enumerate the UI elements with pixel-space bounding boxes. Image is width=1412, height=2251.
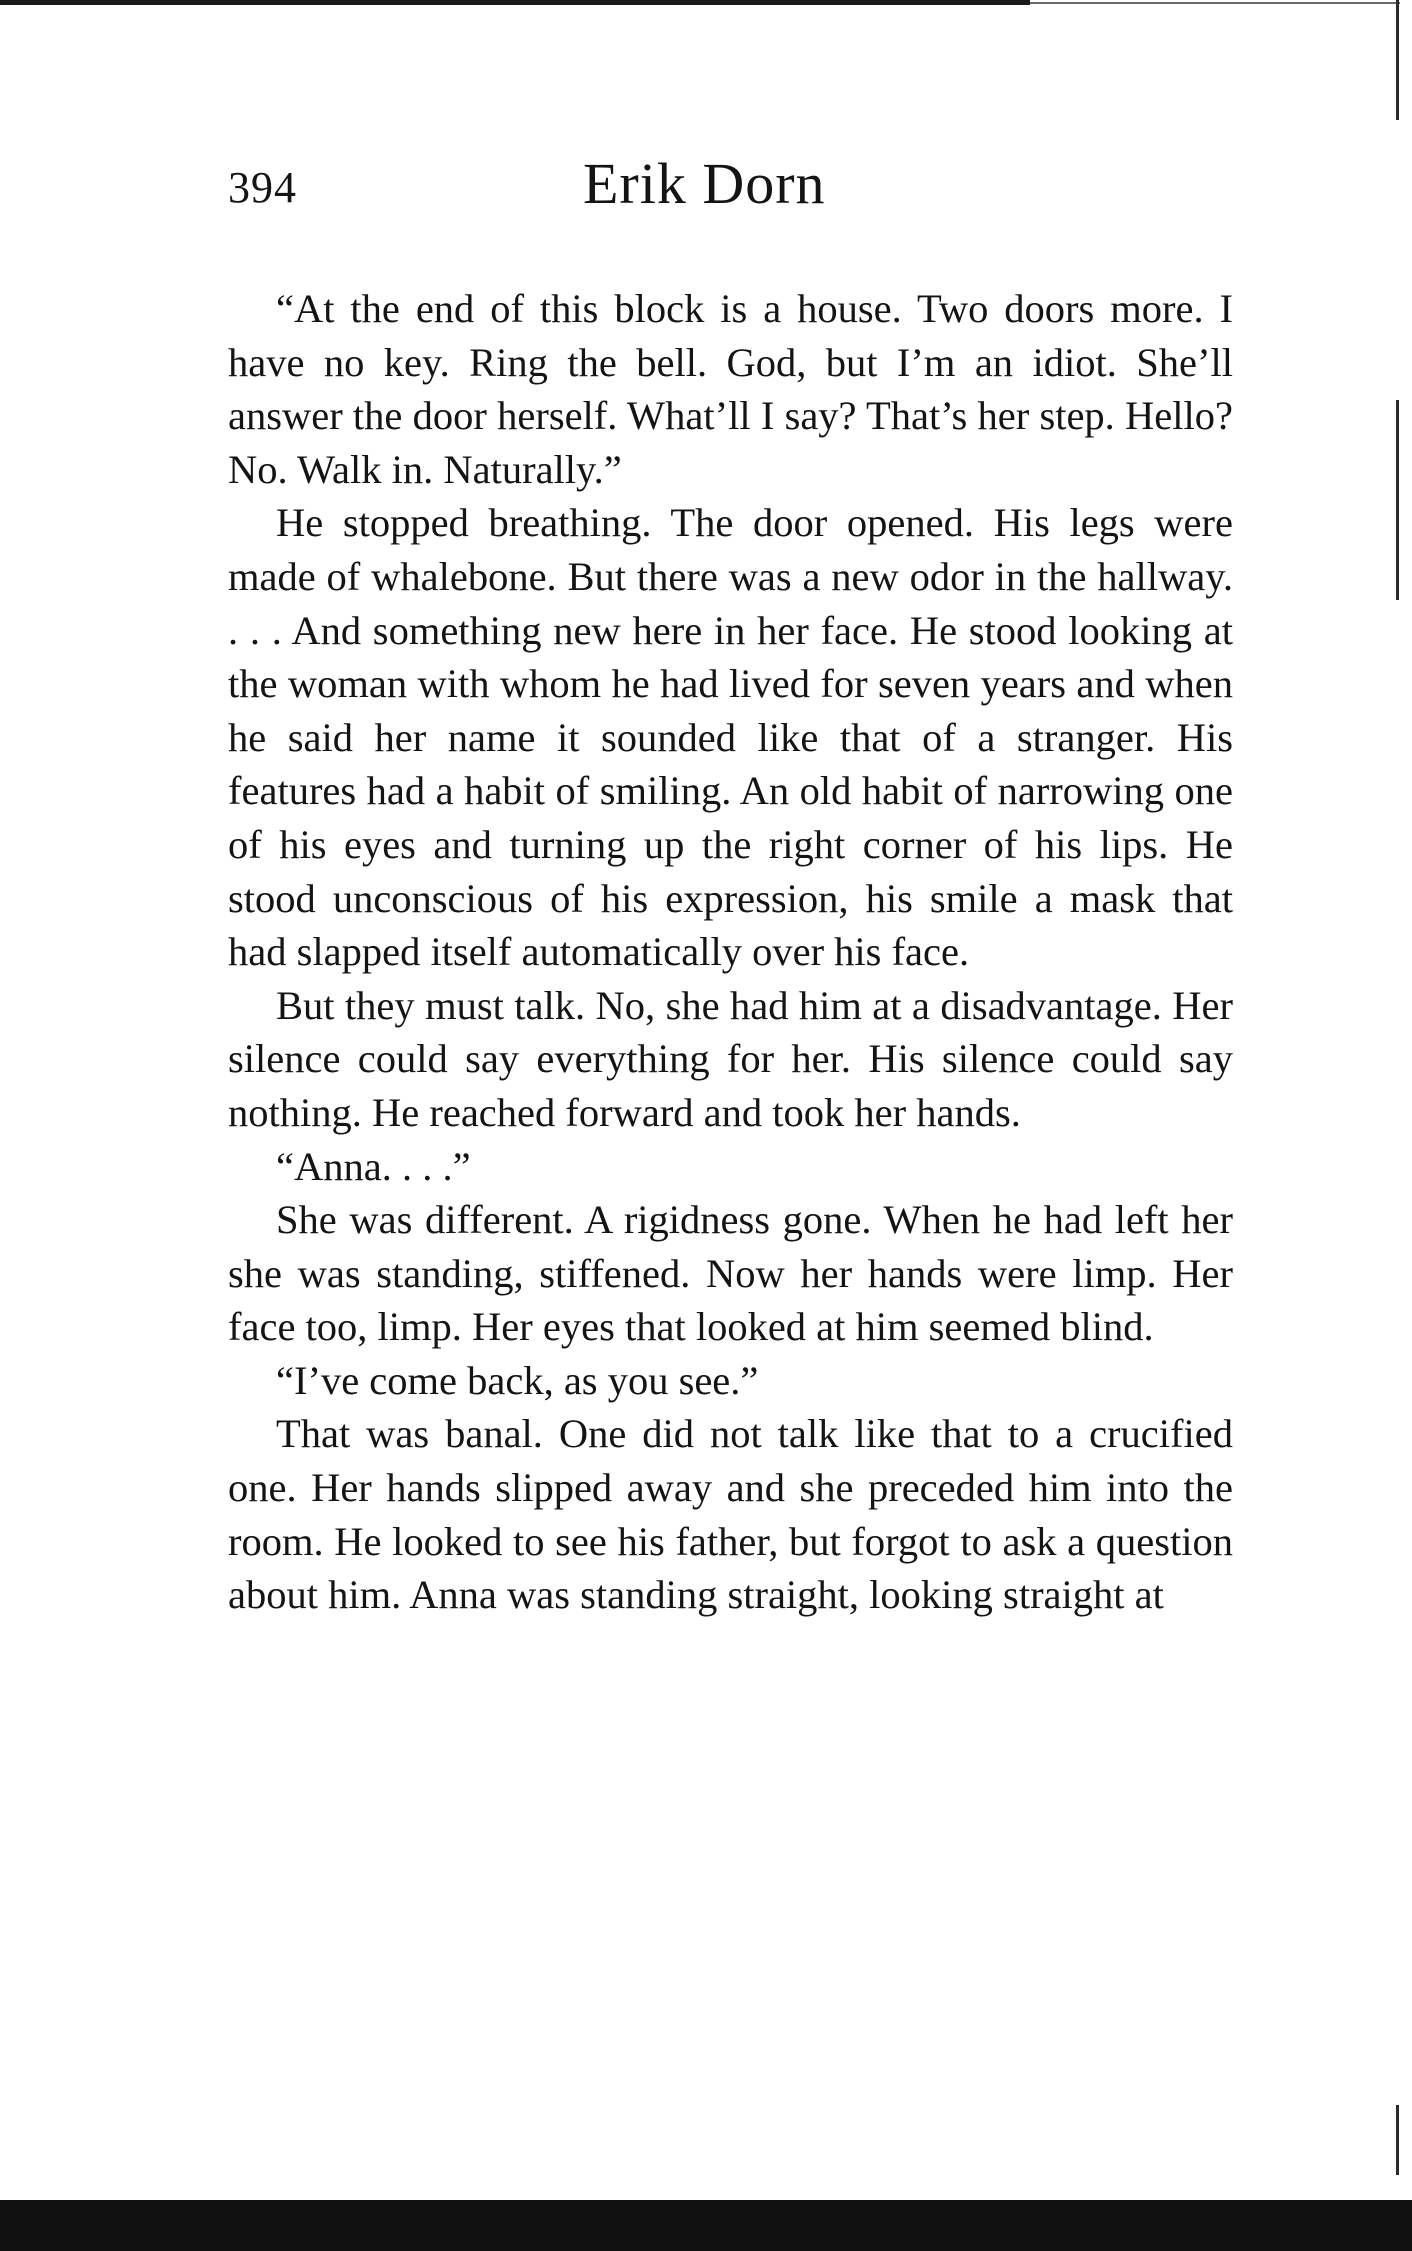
body-text [228, 282, 1233, 1622]
running-head [228, 150, 1233, 230]
book-page [228, 150, 1233, 1622]
scan-right-edge-middle [1396, 400, 1399, 600]
scan-top-edge [0, 0, 1030, 5]
scan-top-edge-thin [1030, 2, 1400, 4]
scan-right-edge-lower [1396, 2105, 1399, 2175]
paragraph-7: That was banal. One did not talk like that to a crucified one. Her hands slipped away and she preceded him into the room. He looked to see his father, but forgot to ask a question about him. Anna was standing straight, looking straight at [228, 1411, 1233, 1618]
book-title: Erik Dorn [583, 151, 826, 216]
scan-right-edge-upper [1396, 0, 1399, 120]
paragraph-4: “Anna. . . .” [276, 1143, 471, 1189]
paragraph-3: But they must talk. No, she had him at a disadvantage. Her silence could say everything for her. His silence could say nothing. He reached forward and took her hands. [228, 982, 1233, 1135]
page-number: 394 [228, 163, 297, 212]
paragraph-5: She was different. A rigidness gone. When he had left her she was standing, stiffened. Now her hands were limp. Her face too, limp. Her eyes that looked at him seemed blind. [228, 1197, 1233, 1350]
paragraph-1: “At the end of this block is a house. Two doors more. I have no key. Ring the bell. God, but I’m an idiot. She’ll answer the door herself. What’ll I say? That’s her step. Hello? No. Walk in. Naturally.” [228, 286, 1233, 492]
paragraph-2: He stopped breathing. The door opened. His legs were made of whalebone. But there was a new odor in the hallway. . . . And something new here in her face. He stood looking at the woman with whom he had lived for seven years and when he said her name it sounded like that of a stranger. His features had a habit of smiling. An old habit of narrowing one of his eyes and turning up the right corner of his lips. He stood unconscious of his expression, his smile a mask that had slapped itself automatically over his face. [228, 500, 1233, 975]
paragraph-6: “I’ve come back, as you see.” [276, 1357, 759, 1403]
scan-bottom-edge [0, 2200, 1412, 2251]
